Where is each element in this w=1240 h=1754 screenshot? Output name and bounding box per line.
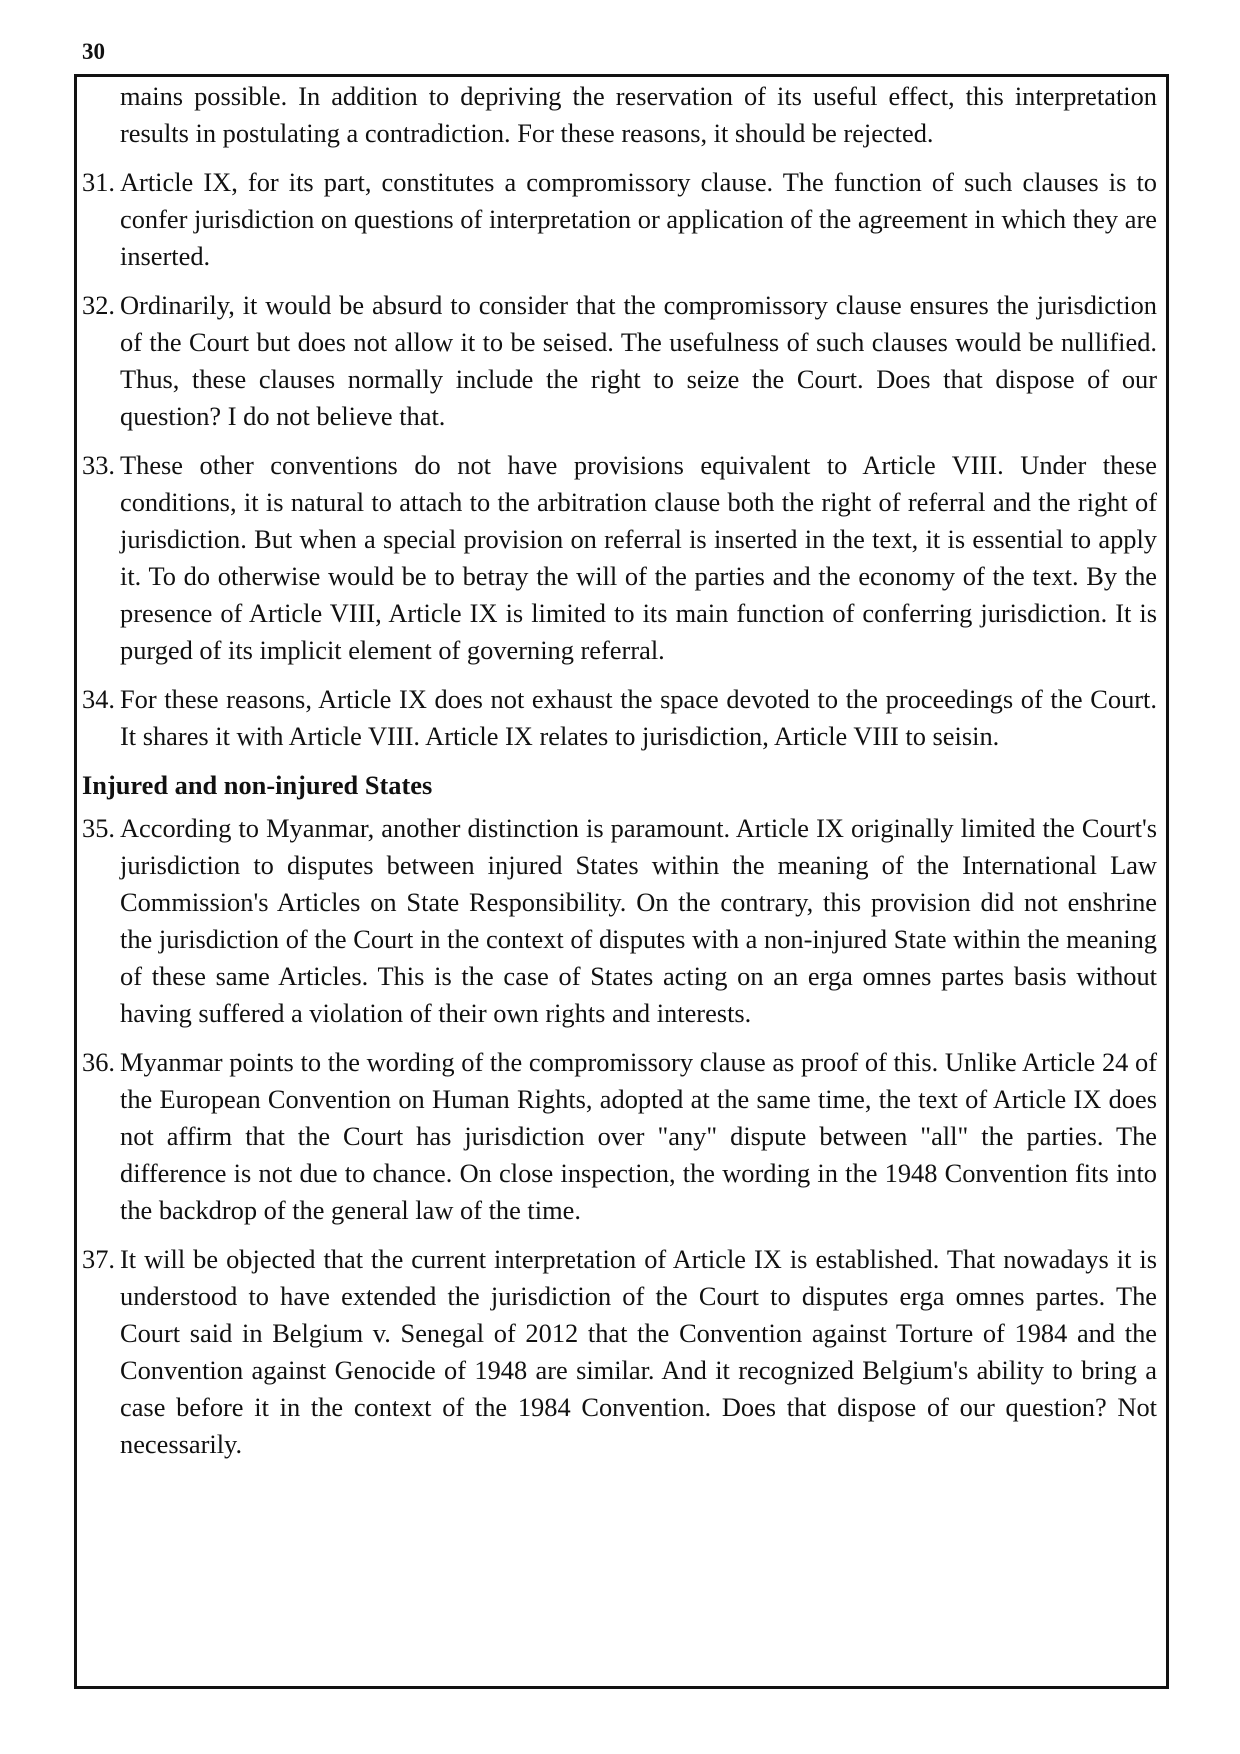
- document-body: [82, 78, 1157, 1475]
- paragraph-text: Myanmar points to the wording of the compromissory clause as proof of this. Unlike Article 24 of the European Convention on Human Rights, adopted at the same time, the text of Article IX does not affirm that the Court has jurisdiction over "any" dispute between "all" the parties. The difference is not due to chance. On close inspection, the wording in the 1948 Convention fits into the backdrop of the general law of the time.: [120, 1047, 1157, 1225]
- paragraph-number: 37.: [82, 1244, 115, 1274]
- paragraph-text: It will be objected that the current interpretation of Article IX is established. That nowadays it is understood to have extended the jurisdiction of the Court to disputes erga omnes partes. The Court said in Belgium v. Senegal of 2012 that the Convention against Torture of 1984 and the Convention against Genocide of 1948 are similar. And it recognized Belgium's ability to bring a case before it in the context of the 1984 Convention. Does that dispose of our question? Not necessarily.: [120, 1244, 1157, 1459]
- paragraph-33: [82, 447, 1157, 669]
- paragraph-number: 32.: [82, 290, 115, 320]
- paragraph-36: [82, 1044, 1157, 1229]
- paragraph-text: According to Myanmar, another distinction is paramount. Article IX originally limited the Court's jurisdiction to disputes between injured States within the meaning of the International Law Commission's Articles on State Responsibility. On the contrary, this provision did not enshrine the jurisdiction of the Court in the context of disputes with a non-injured State within the meaning of these same Articles. This is the case of States acting on an erga omnes partes basis without having suffered a violation of their own rights and interests.: [120, 813, 1157, 1028]
- section-heading: Injured and non-injured States: [82, 770, 433, 800]
- continuation-paragraph: [82, 78, 1157, 152]
- paragraph-text: For these reasons, Article IX does not exhaust the space devoted to the proceedings of the Court. It shares it with Article VIII. Article IX relates to jurisdiction, Article VIII to seisin.: [120, 684, 1157, 751]
- paragraph-number: 35.: [82, 813, 115, 843]
- paragraph-number: 34.: [82, 684, 115, 714]
- paragraph-number: 36.: [82, 1047, 115, 1077]
- paragraph-text: These other conventions do not have provisions equivalent to Article VIII. Under these conditions, it is natural to attach to the arbitration clause both the right of referral and the right of jurisdiction. But when a special provision on referral is inserted in the text, it is essential to apply it. To do otherwise would be to betray the will of the parties and the economy of the text. By the presence of Article VIII, Article IX is limited to its main function of conferring jurisdiction. It is purged of its implicit element of governing referral.: [120, 450, 1157, 665]
- paragraph-31: [82, 164, 1157, 275]
- paragraph-text: Article IX, for its part, constitutes a compromissory clause. The function of such clauses is to confer jurisdiction on questions of interpretation or application of the agreement in which they are inserted.: [120, 167, 1157, 271]
- paragraph-text: mains possible. In addition to depriving the reservation of its useful effect, this interpretation results in postulating a contradiction. For these reasons, it should be rejected.: [120, 81, 1157, 148]
- paragraph-37: [82, 1241, 1157, 1463]
- paragraph-34: [82, 681, 1157, 755]
- paragraph-35: [82, 810, 1157, 1032]
- paragraph-number: 31.: [82, 167, 115, 197]
- paragraph-32: [82, 287, 1157, 435]
- page-number: 30: [82, 39, 105, 64]
- paragraph-text: Ordinarily, it would be absurd to consider that the compromissory clause ensures the jurisdiction of the Court but does not allow it to be seised. The usefulness of such clauses would be nullified. Thus, these clauses normally include the right to seize the Court. Does that dispose of our question? I do not believe that.: [120, 290, 1157, 431]
- paragraph-number: 33.: [82, 450, 115, 480]
